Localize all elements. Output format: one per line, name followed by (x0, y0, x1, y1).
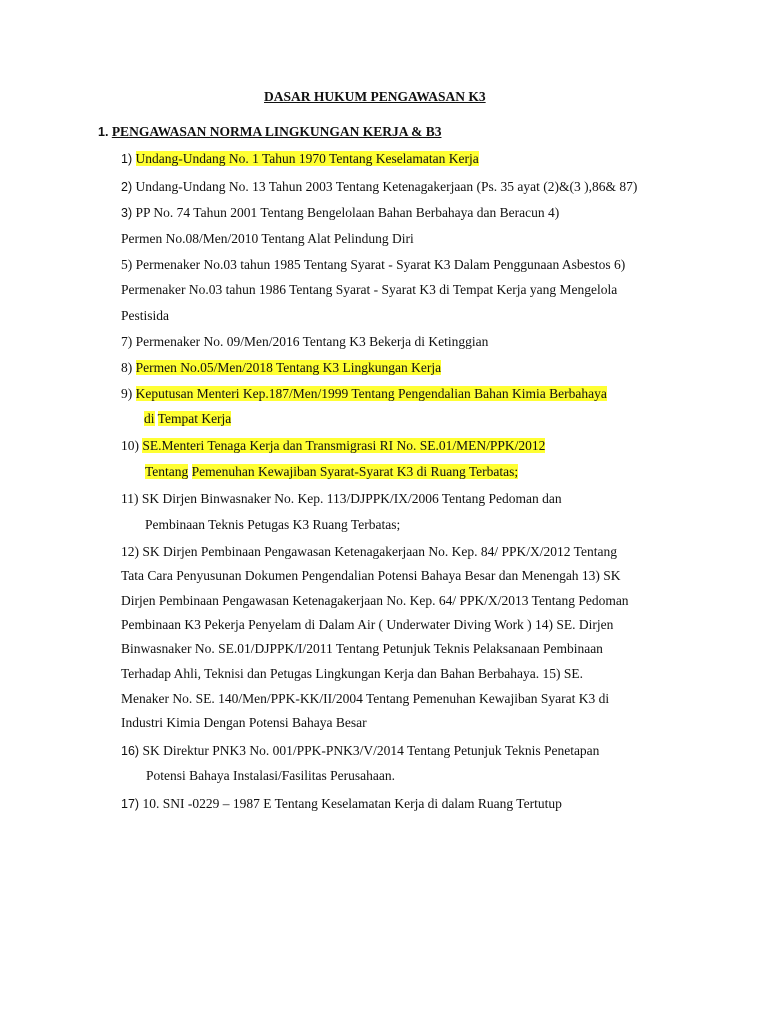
list-item-12-line-4: Pembinaan K3 Pekerja Penyelam di Dalam Air ( Underwater Diving Work ) 14) SE. Dirjen (121, 617, 614, 632)
section-number: 1. (98, 125, 109, 139)
item-number: 9) (121, 386, 133, 401)
list-item-3-line-1 (121, 204, 559, 222)
item-text: PP No. 74 Tahun 2001 Tentang Bengelolaan Bahan Berbahaya dan Beracun 4) (135, 205, 560, 220)
list-item-10-line-2 (145, 463, 518, 480)
list-item-12-line-8: Industri Kimia Dengan Potensi Bahaya Besar (121, 715, 367, 730)
list-item-7: 7) Permenaker No. 09/Men/2016 Tentang K3 Bekerja di Ketinggian (121, 334, 489, 349)
item-text: SK Direktur PNK3 No. 001/PPK-PNK3/V/2014 Tentang Petunjuk Teknis Penetapan (142, 743, 600, 758)
item-number: 3) (121, 206, 133, 220)
list-item-12-line-1: 12) SK Dirjen Pembinaan Pengawasan Ketenagakerjaan No. Kep. 84/ PPK/X/2012 Tentang (121, 544, 617, 559)
item-text: Undang-Undang No. 13 Tahun 2003 Tentang Ketenagakerjaan (Ps. 35 ayat (2)&(3 ),86& 87) (135, 179, 638, 194)
item-text-highlighted: di (144, 411, 155, 426)
list-item-8 (121, 359, 441, 376)
list-item-11-line-2: Pembinaan Teknis Petugas K3 Ruang Terbatas; (145, 517, 401, 532)
list-item-12-line-2: Tata Cara Penyusunan Dokumen Pengendalian Potensi Bahaya Besar dan Menengah 13) SK (121, 568, 621, 583)
item-text-highlighted: Tempat Kerja (157, 411, 232, 426)
item-number: 10) (121, 438, 139, 453)
list-item-3-line-2: Permen No.08/Men/2010 Tentang Alat Pelindung Diri (121, 231, 414, 246)
item-text: 10. SNI -0229 – 1987 E Tentang Keselamatan Kerja di dalam Ruang Tertutup (142, 796, 562, 811)
item-text-highlighted: Permen No.05/Men/2018 Tentang K3 Lingkungan Kerja (135, 360, 442, 375)
section-heading-text: PENGAWASAN NORMA LINGKUNGAN KERJA & B3 (111, 124, 442, 139)
list-item-12-line-6: Terhadap Ahli, Teknisi dan Petugas Lingkungan Kerja dan Bahan Berbahaya. 15) SE. (121, 666, 583, 681)
item-text-highlighted: Pemenuhan Kewajiban Syarat-Syarat K3 di Ruang Terbatas; (191, 464, 519, 479)
document-title: DASAR HUKUM PENGAWASAN K3 (264, 89, 486, 104)
list-item-5-line-1: 5) Permenaker No.03 tahun 1985 Tentang Syarat - Syarat K3 Dalam Penggunaan Asbestos 6) (121, 257, 626, 272)
list-item-2 (121, 178, 637, 196)
list-item-12-line-7: Menaker No. SE. 140/Men/PPK-KK/II/2004 Tentang Pemenuhan Kewajiban Syarat K3 di (121, 691, 610, 706)
item-text-highlighted: SE.Menteri Tenaga Kerja dan Transmigrasi RI No. SE.01/MEN/PPK/2012 (142, 438, 546, 453)
list-item-1 (121, 150, 479, 168)
item-text-highlighted: Tentang (145, 464, 189, 479)
list-item-16-line-1 (121, 742, 599, 760)
list-item-9-line-2 (144, 410, 231, 427)
list-item-16-line-2: Potensi Bahaya Instalasi/Fasilitas Perusahaan. (146, 768, 395, 783)
item-number: 8) (121, 360, 133, 375)
list-item-17 (121, 795, 562, 813)
item-number: 16) (121, 744, 140, 758)
list-item-5-line-2: Permenaker No.03 tahun 1986 Tentang Syarat - Syarat K3 di Tempat Kerja yang Mengelola (121, 282, 618, 297)
item-number: 1) (121, 152, 133, 166)
list-item-10-line-1 (121, 437, 545, 454)
list-item-11-line-1: 11) SK Dirjen Binwasnaker No. Kep. 113/DJPPK/IX/2006 Tentang Pedoman dan (121, 491, 562, 506)
item-text-highlighted: Keputusan Menteri Kep.187/Men/1999 Tentang Pengendalian Bahan Kimia Berbahaya (135, 386, 607, 401)
list-item-12-line-5: Binwasnaker No. SE.01/DJPPK/I/2011 Tentang Petunjuk Teknis Pelaksanaan Pembinaan (121, 641, 603, 656)
item-text-highlighted: Undang-Undang No. 1 Tahun 1970 Tentang Keselamatan Kerja (135, 151, 479, 166)
list-item-5-line-3: Pestisida (121, 308, 170, 323)
item-number: 2) (121, 180, 133, 194)
section-heading (98, 123, 441, 141)
list-item-12-line-3: Dirjen Pembinaan Pengawasan Ketenagakerjaan No. Kep. 64/ PPK/X/2013 Tentang Pedoman (121, 593, 629, 608)
list-item-9-line-1 (121, 385, 607, 402)
item-number: 17) (121, 797, 140, 811)
